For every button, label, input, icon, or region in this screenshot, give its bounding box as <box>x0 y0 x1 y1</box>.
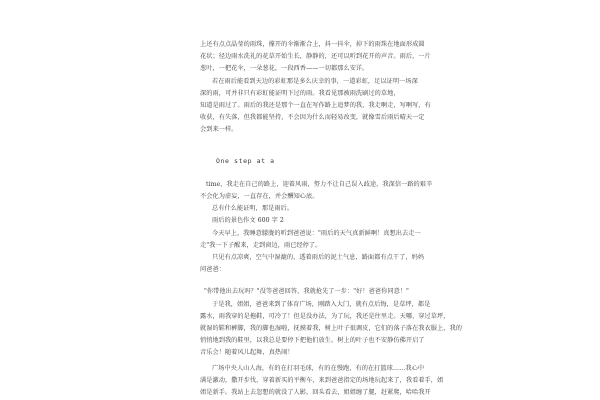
paragraph-line: 收获，有失落，但我都能坚持，不会因为什么而轻易改变，就像雪后雨后晴天一定 <box>200 114 425 121</box>
paragraph-line: 葱叶，一把花伞，一朵葱花，一段西香——一切都那么安详。 <box>200 65 369 72</box>
paragraph-line: 广场中央人山人海，有的在打羽毛球，有的在慢跑，有的在打篮球……我心中 <box>212 365 425 372</box>
paragraph-line: 姐是新手。我站上去忽想的就没了人影，回头看去，姐姐缠了腿，赶紧爬，哈哈我开 <box>200 389 431 396</box>
paragraph-line: 只见有点凉爽，空气中湿漉的，透着雨后的泥土气息，路面都有点干了，妈妈 <box>212 254 425 261</box>
paragraph-line: 总有什么能证明，那是雨后。 <box>212 205 294 212</box>
paragraph-line: "你带他出去玩吗？"没等爸爸回答，我就抢先了一步："好！爸爸你同意！" <box>204 288 409 295</box>
paragraph-line: 不会化为虚妄，一直存在，并会酬知心底。 <box>200 193 319 200</box>
paragraph-line: 于是我，姐姐，爸爸来到了体育广场，刚踏入大门，就有点后悔，是草坪，都是 <box>212 301 431 308</box>
paragraph-line: 音乐会！随着风儿起舞，真热闹！ <box>200 349 294 356</box>
paragraph-line: 走"我一下子醒来，走到窗边，雨已经停了。 <box>200 242 322 249</box>
paragraph-line: One step at a <box>216 157 275 165</box>
paragraph-line: 悄悄地到我的鞋里，以我总是要停下把他们放生。树上的叶子也不安静仿佛开启了 <box>200 337 425 344</box>
paragraph-line: 若在雨后能看到天边的彩虹那是多么庆幸的事，一道彩虹，足以证明一场深 <box>212 78 418 85</box>
section-title: 雨后的景色作文 600 字 2 <box>212 217 284 224</box>
paragraph-line: 知道是雨过了。雨后的我还是那个一直在写作路上追梦的我，我走啊走，写啊写，有 <box>200 102 431 109</box>
paragraph-line: 今天早上，我睡意朦胧的听到爸爸说："雨后的天气真新鲜啊！真想出去走一 <box>212 230 421 237</box>
paragraph-line: 上还有点点晶莹的雨珠，撑开的伞渐渐合上，抖一抖伞，掉下的雨珠在地面形成圆 <box>200 41 425 48</box>
paragraph-line: 满是激动，撒开步伐，穿着新买的平衡车，来到爸爸指定的场地玩起来了，我看着手，姐 <box>200 377 444 384</box>
paragraph-line: 深的雨，可并非只有彩虹能证明下过的雨。我看见那被雨洗刷过的草地， <box>200 90 400 97</box>
paragraph-line: 问爸爸： <box>200 266 225 273</box>
paragraph-line: time，我走在自己的路上，迎着风雨，努力不让自己误入歧途，我深信一路的艰辛 <box>206 181 433 188</box>
paragraph-line: 露水，雨我穿的是拖鞋，可冷了！但是没办法，为了玩，我还是往里走。天哪，穿过草坪， <box>200 313 450 320</box>
paragraph-line: 会到来一样。 <box>200 126 238 133</box>
paragraph-line: 花状；径边雨水洗礼的花草开始生长，静静的，还可以听到花开的声音。雨后，一片 <box>200 53 431 60</box>
paragraph-line: 就湿的鞋和裤脚，我的脚也湿啦，抚摸着我，树上叶子很调皮，它们的落子落在我衣服上，我的 <box>200 325 462 332</box>
